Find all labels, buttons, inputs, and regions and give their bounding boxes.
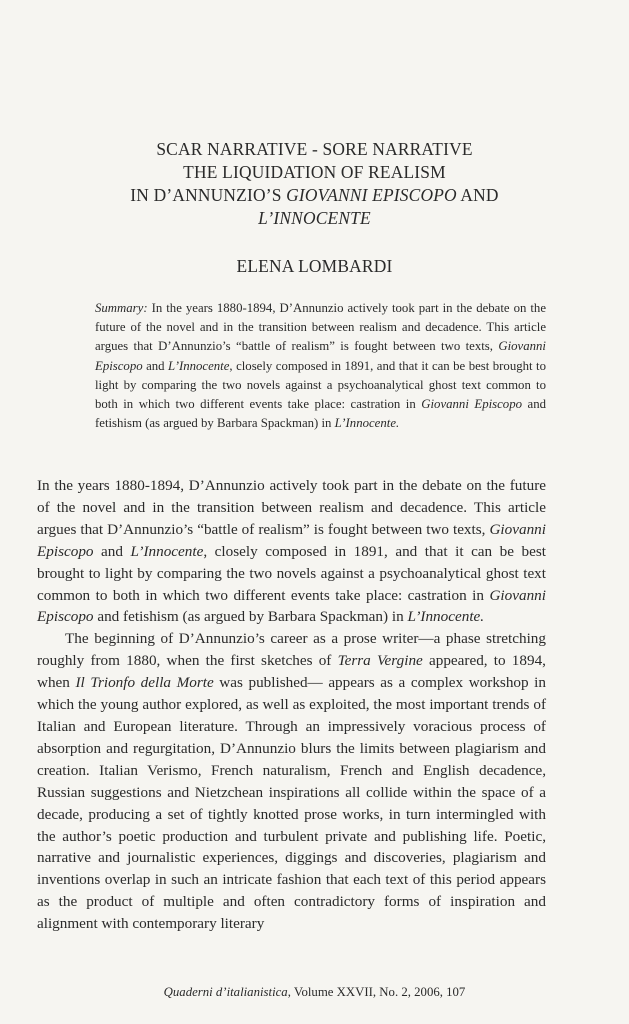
- body-paragraph-1: [37, 475, 546, 628]
- p1-text-c: and: [93, 542, 131, 560]
- p1-text-g: and fetishism (as argued by Barbara Spackman) in: [93, 608, 408, 626]
- p2-text-c: appeared, to 1894, when: [37, 652, 546, 692]
- p2-ital-d: Il Trionfo della Morte: [75, 674, 214, 692]
- page-footer: [40, 985, 589, 1000]
- summary-ital-2: L’Innocente: [168, 358, 230, 373]
- title-line-4: [40, 207, 589, 230]
- title-work-giovanni-episcopo: GIOVANNI EPISCOPO: [286, 185, 457, 205]
- summary-ital-3: Giovanni Episcopo: [421, 397, 523, 412]
- p1-ital-b: Giovanni Episcopo: [37, 520, 546, 560]
- article-title: [40, 138, 589, 230]
- p1-text-a: In the years 1880-1894, D’Annunzio actively took part in the debate on the future of the novel and in the transition between realism and decadence. This article argues that D’Annunzio’s “battle of realism” is fought between two texts,: [37, 477, 546, 538]
- author-name: ELENA LOMBARDI: [236, 256, 393, 276]
- p2-text-a: The beginning of D’Annunzio’s career as a prose writer—a phase stretching roughly from 1880, when the first sketches of: [37, 630, 546, 670]
- summary-text-2: and: [142, 358, 169, 373]
- summary-text-3: , closely composed in 1891, and that it can be best brought to light by comparing the two novels against a psychoanalytical ghost text common to both in which two different events take place: castration in: [95, 358, 546, 412]
- p1-ital-d: L’Innocente: [130, 542, 204, 560]
- summary-text-4: and fetishism (as argued by Barbara Spackman) in: [95, 397, 546, 431]
- summary-label: Summary:: [95, 301, 148, 315]
- p2-ital-b: Terra Vergine: [337, 652, 423, 670]
- summary-abstract: [95, 299, 546, 433]
- p2-text-e: was published— appears as a complex workshop in which the young author explored, as well as exploited, the most important trends of Italian and European literature. Through an impressively voracious process of absorption and regurgitation, D’Annunzio blurs the limits between plagiarism and creation. Italian Verismo, French naturalism, French and English decadence, Russian suggestions and Nietzchean inspirations all collide within the space of a decade, producing a set of tightly knotted prose works, in turn intermingled with the author’s poetic production and turbulent private and publishing life. Poetic, narrative and journalistic experiences, diggings and discoveries, plagiarism and inventions overlap in such an intricate fashion that each text of this period appears as the product of multiple and often contradictory forms of inspiration and alignment with contemporary literary: [37, 674, 546, 933]
- footer-citation: , Volume XXVII, No. 2, 2006, 107: [287, 985, 466, 999]
- title-work-linnocente: L’INNOCENTE: [258, 208, 371, 228]
- footer-journal: Quaderni d’italianistica: [163, 985, 288, 999]
- title-line-2: THE LIQUIDATION OF REALISM: [183, 162, 446, 182]
- article-body: [37, 475, 546, 935]
- summary-text-1: In the years 1880-1894, D’Annunzio actively took part in the debate on the future of the novel and in the transition between realism and decadence. This article argues that D’Annunzio’s “battle of realism” is fought between two texts,: [95, 301, 546, 354]
- p1-ital-h: L’Innocente.: [407, 608, 485, 626]
- title-line-3-and: AND: [456, 185, 499, 205]
- body-paragraph-2: [37, 628, 546, 935]
- title-line-1: SCAR NARRATIVE - SORE NARRATIVE: [156, 139, 473, 159]
- summary-ital-1: Giovanni Episcopo: [95, 339, 546, 373]
- p1-ital-f: Giovanni Episcopo: [37, 586, 546, 626]
- summary-ital-4: L’Innocente.: [334, 416, 400, 431]
- title-line-3: [40, 184, 589, 207]
- title-line-3-text: IN D’ANNUNZIO’S: [130, 185, 287, 205]
- p1-text-e: , closely composed in 1891, and that it can be best brought to light by comparing the two novels against a psychoanalytical ghost text common to both in which two different events take place: castration in: [37, 542, 546, 604]
